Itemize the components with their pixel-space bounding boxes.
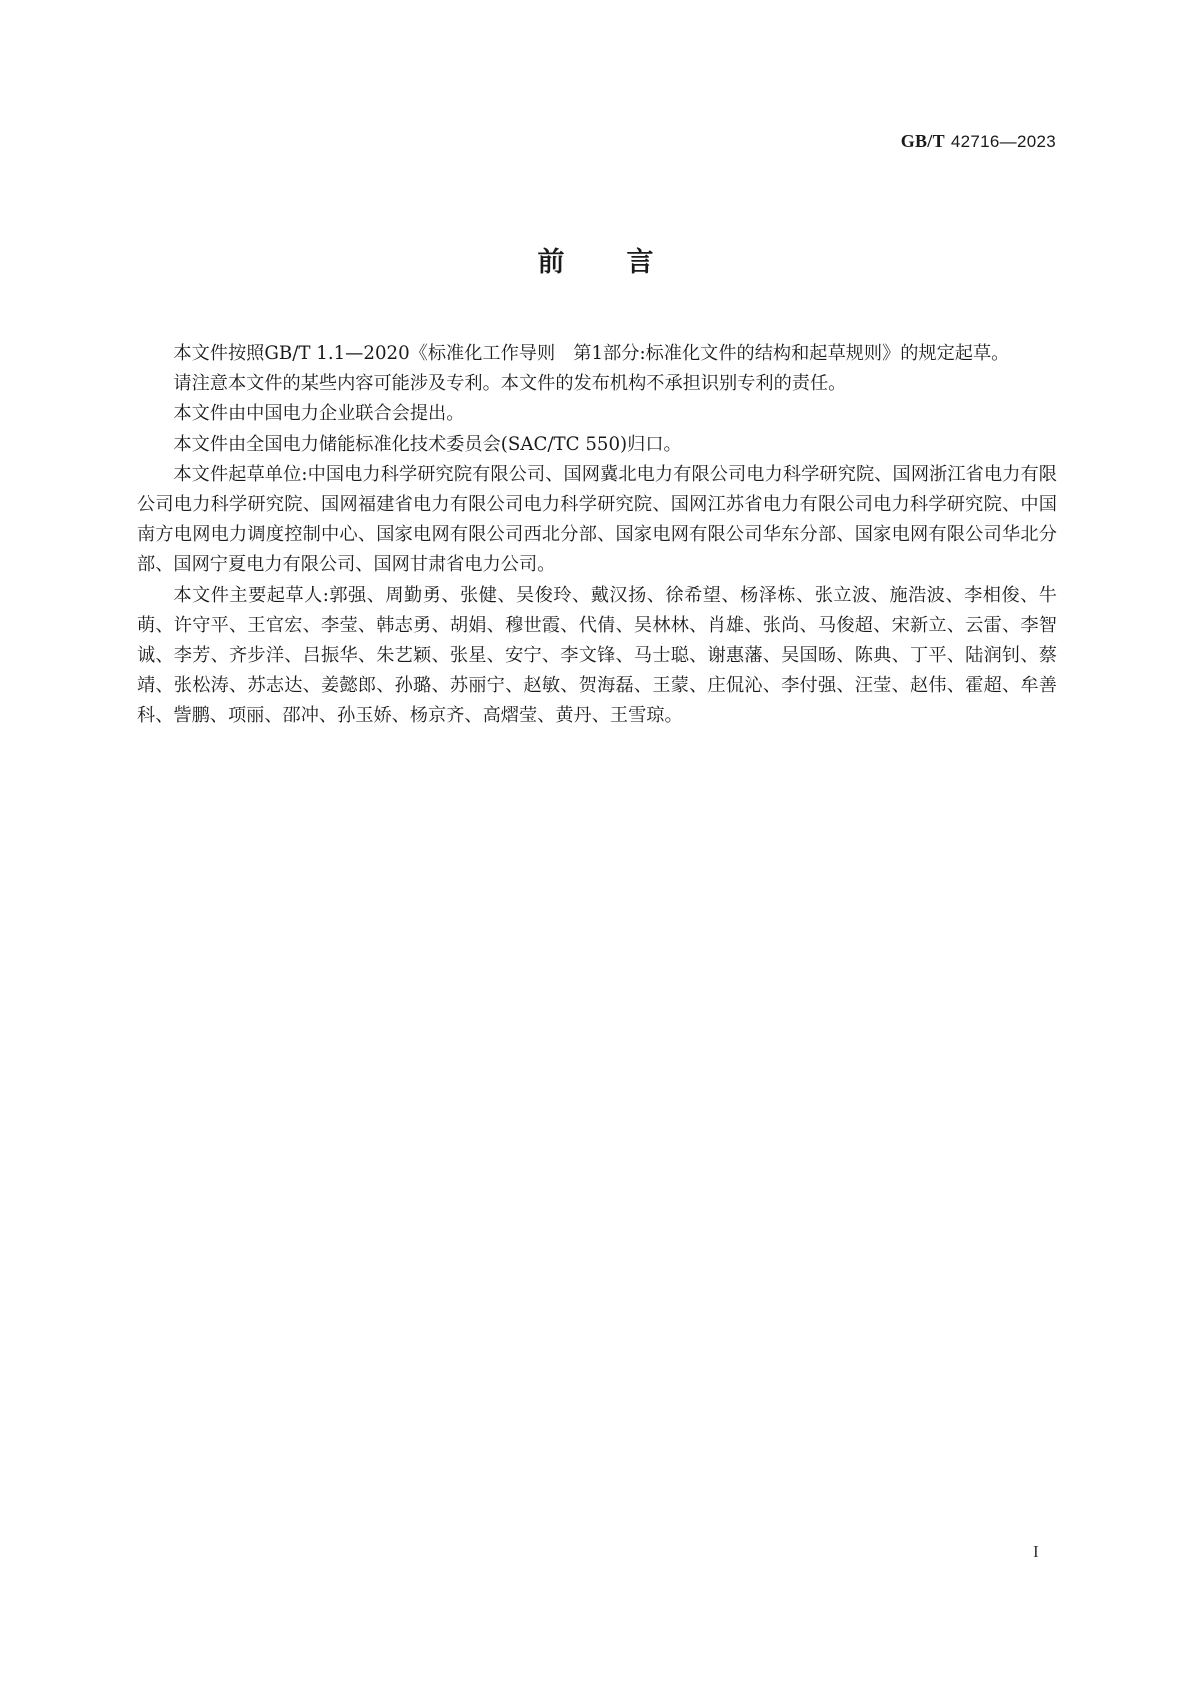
paragraph-proposer: 本文件由中国电力企业联合会提出。 bbox=[173, 403, 465, 425]
standard-code: 42716—2023 bbox=[950, 132, 1056, 151]
paragraph-patent-notice: 请注意本文件的某些内容可能涉及专利。本文件的发布机构不承担识别专利的责任。 bbox=[173, 373, 847, 395]
page-number: I bbox=[1033, 1542, 1039, 1561]
standard-prefix: GB/T bbox=[900, 131, 945, 151]
paragraph-technical-committee: 本文件由全国电力储能标准化技术委员会(SAC/TC 550)归口。 bbox=[173, 433, 682, 455]
paragraph-drafting-units: 本文件起草单位:中国电力科学研究院有限公司、国网冀北电力有限公司电力科学研究院、国网浙江省电力有限公司电力科学研究院、国网福建省电力有限公司电力科学研究院、国网江苏省电力有限公司电力科学研究院、中国南方电网电力调度控制中心、国家电网有限公司西北分部、国家电网有限公司华东分部、国家电网有限公司华北分部、国网宁夏电力有限公司、国网甘肃省电力公司。 bbox=[137, 463, 1057, 576]
standard-number bbox=[901, 131, 1056, 152]
paragraph-drafting-rules: 本文件按照GB/T 1.1—2020《标准化工作导则 第1部分:标准化文件的结构和起草规则》的规定起草。 bbox=[173, 343, 1010, 364]
foreword-body bbox=[137, 339, 1057, 732]
page-title bbox=[0, 240, 1191, 279]
paragraph-drafters: 本文件主要起草人:郭强、周勤勇、张健、吴俊玲、戴汉扬、徐希望、杨泽栋、张立波、施浩波、李相俊、牛萌、许守平、王官宏、李莹、韩志勇、胡娟、穆世霞、代倩、吴林林、肖雄、张尚、马俊超、宋新立、云雷、李智诚、李芳、齐步洋、吕振华、朱艺颖、张星、安宁、李文锋、马士聪、谢惠藩、吴国旸、陈典、丁平、陆润钊、蔡靖、张松涛、苏志达、姜懿郎、孙璐、苏丽宁、赵敏、贺海磊、王蒙、庄侃沁、李付强、汪莹、赵伟、霍超、牟善科、訾鹏、项丽、邵冲、孙玉娇、杨京齐、高熠莹、黄丹、王雪琼。 bbox=[137, 584, 1057, 727]
title-char-2: 言 bbox=[626, 247, 654, 278]
title-char-1: 前 bbox=[537, 247, 565, 278]
